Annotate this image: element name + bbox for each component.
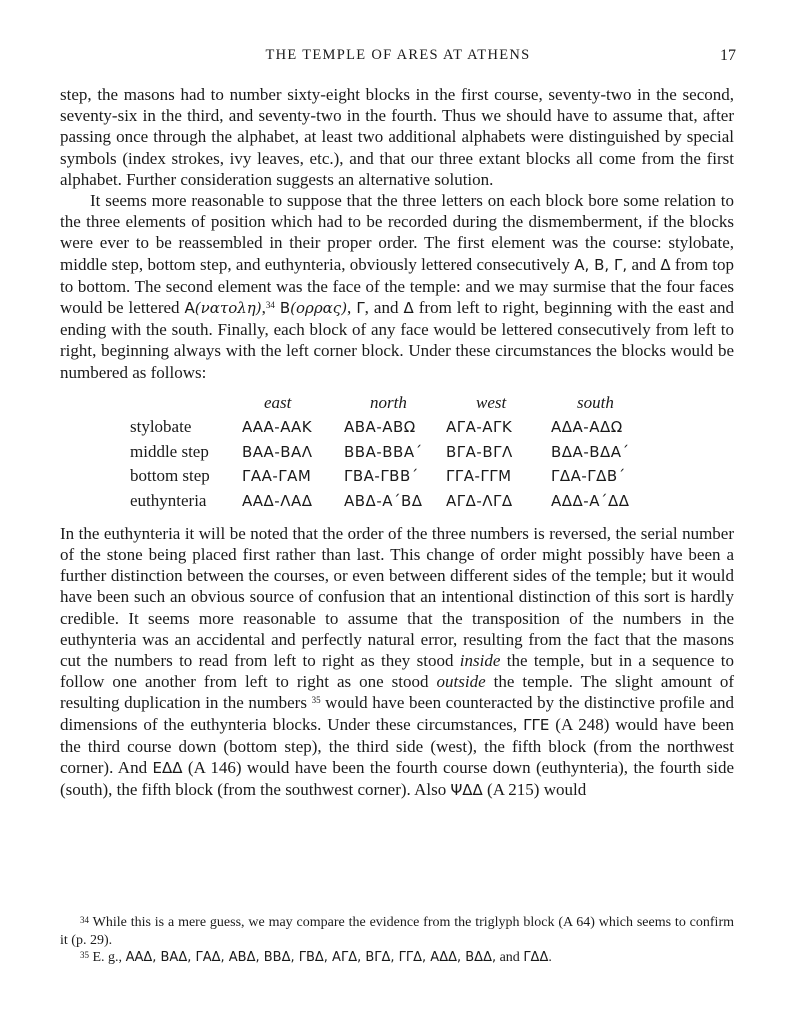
footnote-35: $^{35}$ E. g., ΑΑΔ, ΒΑΔ, ΓΑΔ, ΑΒΔ, ΒΒΔ, ΓΒΔ, ΑΓΔ, ΒΓΔ, ΓΓΔ, ΑΔΔ, ΒΔΔ, and ΓΔΔ.: [80, 950, 552, 965]
paragraph-2: It seems more reasonable to suppose that the three letters on each block bore some relation to the three elements of position which had to be recorded during the dismemberment, if the blocks were ever to be reassembled in their proper order. The first element was the course: stylobate, middle step, bottom step, and euthynteria, obviously lettered consecutively Α, Β, Γ, and Δ from top to bottom. The second element was the face of the temple: and we may surmise that the four faces would be lettered Α(νατολη),$^{34}$ Β(ορρας), Γ, and Δ from left to right, beginning with the east and ending with the south. Finally, each block of any face would be lettered consecutively from left to right, beginning always with the left corner block. Under these circumstances the blocks would be numbered as follows:: [60, 191, 735, 382]
table-cell: ΓΓΑ-ΓΓΜ: [446, 467, 512, 486]
paragraph-1: step, the masons had to number sixty-eight blocks in the first course, seventy-two in the second, seventy-six in the third, and seventy-two in the fourth. Thus we should have to assume that, after passing once through the alphabet, at least two additional alphabets were distinguished by special symbols (index strokes, ivy leaves, etc.), and that our three extant blocks all come from the first alphabet. Further consideration suggests an alternative solution.: [60, 85, 734, 189]
table-row: [130, 464, 734, 489]
table-cell: ΑΒΑ-ΑΒΩ: [344, 418, 416, 437]
table-cell: ΑΑΑ-ΑΑΚ: [242, 418, 313, 437]
table-cell: ΓΑΑ-ΓΑΜ: [242, 467, 312, 486]
row-label: stylobate: [130, 417, 192, 437]
block-numbering-table: [130, 393, 734, 513]
footnote-ref-35: 35: [311, 695, 321, 706]
footnote-ref-34: 34: [265, 300, 275, 311]
table-row: [130, 488, 734, 513]
main-text: [60, 84, 734, 801]
page-number: 17: [720, 47, 736, 64]
header-east: east: [264, 392, 292, 412]
paragraph-3: In the euthynteria it will be noted that the order of the three numbers is reversed, the serial number of the stone being placed first rather than last. This change of order might possibly have been a further distinction between the courses, or even between different sides of the temple; but it would have been such an obvious source of confusion that an intentional distinction of this sort is hardly credible. It seems more reasonable to assume that the transposition of the numbers in the euthynteria was an accidental and perfectly natural error, resulting from the fact that the masons cut the numbers to read from left to right as they stood inside the temple, but in a sequence to follow one another from left to right as one stood outside the temple. The slight amount of resulting duplication in the numbers $^{35}$ would have been counteracted by the distinctive profile and dimensions of the euthynteria blocks. Under these circumstances, ΓΓΕ (A 248) would have been the third course down (bottom step), the third side (west), the fifth block (from the northwest corner). And ΕΔΔ (A 146) would have been the fourth course down (euthynteria), the fourth side (south), the fifth block (from the southwest corner). Also ΨΔΔ (A 215) would: [60, 523, 735, 800]
header-south: south: [577, 392, 614, 412]
table-cell: ΑΒΔ-Α´ΒΔ: [344, 491, 423, 510]
table-cell: ΒΔΑ-ΒΔΑ´: [551, 442, 630, 461]
table-cell: ΒΑΑ-ΒΑΛ: [242, 442, 313, 461]
table-cell: ΒΓΑ-ΒΓΛ: [446, 442, 513, 461]
footnote-34: $^{34}$ While this is a mere guess, we may compare the evidence from the triglyph block (A 64) which seems to confirm it (p. 29).: [60, 915, 734, 948]
header-west: west: [476, 392, 507, 412]
row-label: bottom step: [130, 466, 210, 486]
table-row: [130, 439, 734, 464]
row-label: euthynteria: [130, 490, 207, 510]
page-header: [60, 47, 736, 71]
header-north: north: [370, 392, 407, 412]
table-cell: ΓΒΑ-ΓΒΒ´: [344, 467, 419, 486]
table-cell: ΑΓΔ-ΛΓΔ: [446, 491, 513, 510]
table-row: [130, 415, 734, 440]
table-cell: ΑΓΑ-ΑΓΚ: [446, 418, 513, 437]
table-cell: ΓΔΑ-ΓΔΒ´: [551, 467, 626, 486]
table-cell: ΒΒΑ-ΒΒΑ´: [344, 442, 423, 461]
footnotes: [60, 914, 734, 967]
row-label: middle step: [130, 441, 209, 461]
running-title: THE TEMPLE OF ARES AT ATHENS: [265, 47, 531, 63]
table-cell: ΑΑΔ-ΛΑΔ: [242, 491, 313, 510]
table-cell: ΑΔΔ-Α´ΔΔ: [551, 491, 630, 510]
table-cell: ΑΔΑ-ΑΔΩ: [551, 418, 623, 437]
table-header: [130, 393, 734, 415]
